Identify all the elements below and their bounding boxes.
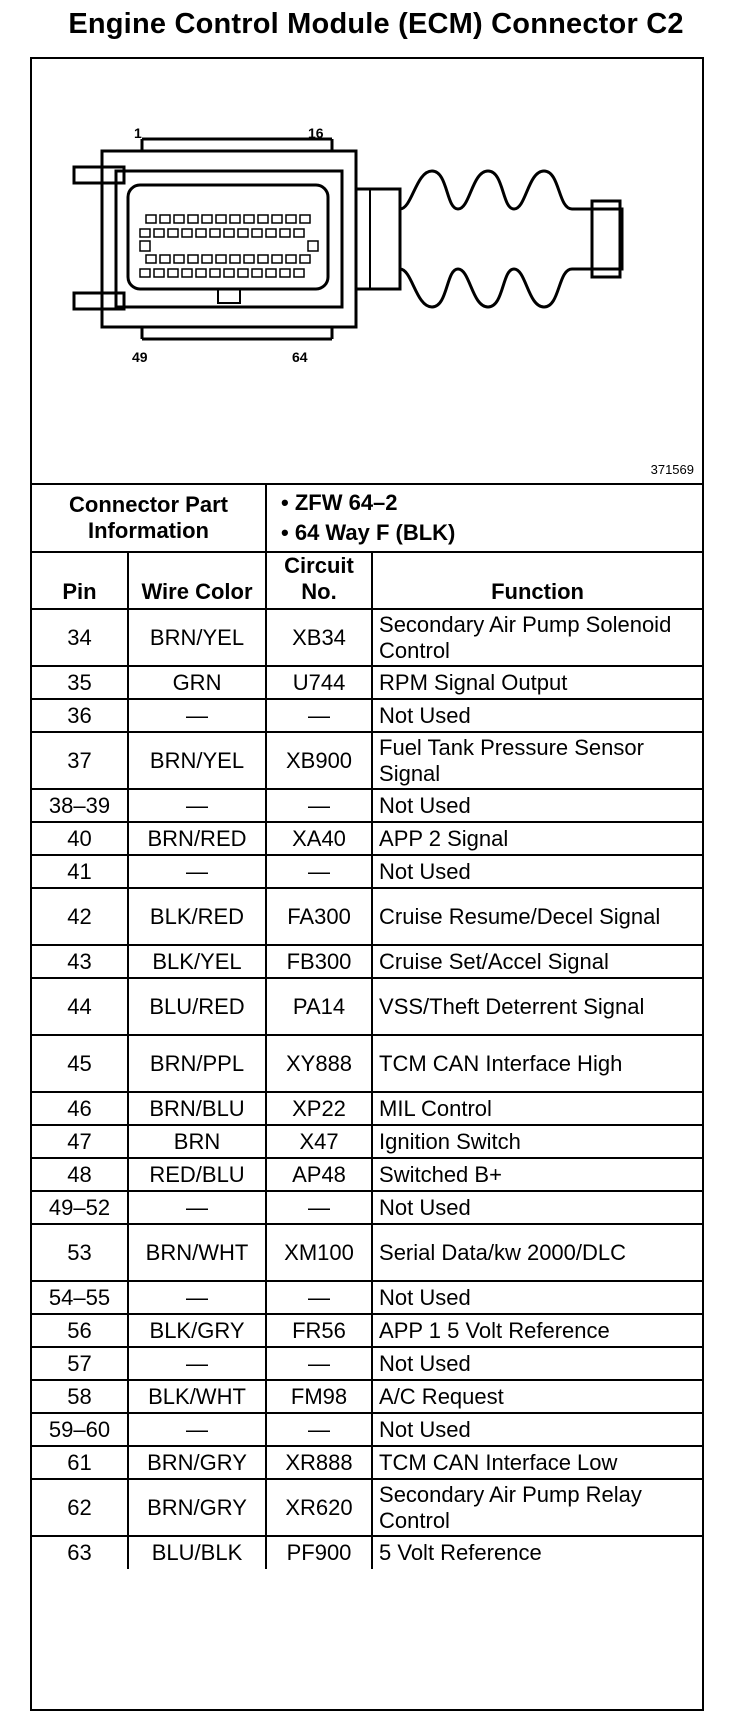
pin-cavity <box>168 269 178 277</box>
circuit-number-cell: — <box>266 1413 372 1446</box>
table-row <box>32 945 702 978</box>
pin-cell: 42 <box>32 888 128 945</box>
pin-cell: 35 <box>32 666 128 699</box>
function-cell: Ignition Switch <box>372 1125 702 1158</box>
pin-cavity <box>154 229 164 237</box>
table-row <box>32 1191 702 1224</box>
table-row <box>32 732 702 789</box>
pin-cell: 54–55 <box>32 1281 128 1314</box>
pin-cell: 41 <box>32 855 128 888</box>
table-row <box>32 855 702 888</box>
wire-color-cell: BRN/YEL <box>128 609 266 666</box>
pin-cavity <box>174 215 184 223</box>
pin-cavity <box>272 255 282 263</box>
wire-color-cell: — <box>128 699 266 732</box>
pin-cell: 37 <box>32 732 128 789</box>
pin-cavity <box>154 269 164 277</box>
pin-cavity <box>196 229 206 237</box>
pin-cell: 57 <box>32 1347 128 1380</box>
pin-cavity <box>224 269 234 277</box>
pin-cavity <box>160 215 170 223</box>
table-row <box>32 1281 702 1314</box>
connector-document-frame <box>30 57 704 1711</box>
pin-cavity <box>280 229 290 237</box>
column-header-function: Function <box>372 552 702 609</box>
pin-label-bottom-right: 64 <box>292 349 308 365</box>
circuit-number-cell: XB34 <box>266 609 372 666</box>
table-row <box>32 789 702 822</box>
pin-cavity <box>252 269 262 277</box>
wire-color-cell: BRN/RED <box>128 822 266 855</box>
pin-label-top-left: 1 <box>134 125 142 141</box>
wire-color-cell: BLU/RED <box>128 978 266 1035</box>
wire-color-cell: BRN/BLU <box>128 1092 266 1125</box>
function-cell: Not Used <box>372 789 702 822</box>
function-cell: Not Used <box>372 855 702 888</box>
pinout-table <box>32 483 702 1569</box>
pin-cavity <box>140 229 150 237</box>
pin-cavity <box>210 229 220 237</box>
circuit-number-cell: — <box>266 1347 372 1380</box>
wire-color-cell: BRN/GRY <box>128 1446 266 1479</box>
wire-color-cell: RED/BLU <box>128 1158 266 1191</box>
connector-info-values <box>266 484 702 552</box>
table-row <box>32 822 702 855</box>
pin-cavity <box>308 241 318 251</box>
function-cell: Fuel Tank Pressure Sensor Signal <box>372 732 702 789</box>
wire-color-cell: — <box>128 1191 266 1224</box>
pin-cavity <box>174 255 184 263</box>
function-cell: TCM CAN Interface High <box>372 1035 702 1092</box>
connector-description: • 64 Way F (BLK) <box>281 520 456 545</box>
wire-boot <box>400 171 622 307</box>
connector-neck <box>356 189 400 289</box>
wire-color-cell: — <box>128 1281 266 1314</box>
wire-color-cell: BRN/WHT <box>128 1224 266 1281</box>
wire-color-cell: BLK/RED <box>128 888 266 945</box>
table-row <box>32 888 702 945</box>
pin-cavity <box>182 229 192 237</box>
connector-face-outer <box>116 171 342 307</box>
circuit-number-cell: PF900 <box>266 1536 372 1569</box>
wire-color-cell: BLU/BLK <box>128 1536 266 1569</box>
function-cell: Not Used <box>372 1191 702 1224</box>
pin-cavity <box>294 269 304 277</box>
connector-diagram <box>32 59 702 485</box>
circuit-number-cell: FM98 <box>266 1380 372 1413</box>
circuit-number-cell: — <box>266 1191 372 1224</box>
connector-info-label: Connector Part Information <box>32 484 266 552</box>
pin-cavities <box>140 215 318 277</box>
circuit-number-cell: XY888 <box>266 1035 372 1092</box>
pin-cavity <box>146 215 156 223</box>
pin-cell: 48 <box>32 1158 128 1191</box>
pin-cell: 40 <box>32 822 128 855</box>
pin-cell: 36 <box>32 699 128 732</box>
pin-cavity <box>146 255 156 263</box>
function-cell: Secondary Air Pump Relay Control <box>372 1479 702 1536</box>
function-cell: Not Used <box>372 1347 702 1380</box>
pin-cavity <box>140 269 150 277</box>
circuit-number-cell: FB300 <box>266 945 372 978</box>
connector-info-row <box>32 484 702 552</box>
table-row <box>32 1536 702 1569</box>
pin-cavity <box>196 269 206 277</box>
function-cell: Not Used <box>372 1281 702 1314</box>
table-row <box>32 1413 702 1446</box>
connector-part-number: • ZFW 64–2 <box>281 490 398 515</box>
function-cell: VSS/Theft Deterrent Signal <box>372 978 702 1035</box>
pin-cavity <box>244 215 254 223</box>
circuit-number-cell: X47 <box>266 1125 372 1158</box>
column-header-circuit-no: Circuit No. <box>266 552 372 609</box>
pin-cell: 47 <box>32 1125 128 1158</box>
wire-color-cell: — <box>128 855 266 888</box>
circuit-number-cell: XP22 <box>266 1092 372 1125</box>
circuit-number-cell: PA14 <box>266 978 372 1035</box>
pin-cavity <box>230 255 240 263</box>
table-header-row <box>32 552 702 609</box>
center-latch <box>218 289 240 303</box>
table-row <box>32 1092 702 1125</box>
pin-cell: 44 <box>32 978 128 1035</box>
circuit-number-cell: XR888 <box>266 1446 372 1479</box>
function-cell: Switched B+ <box>372 1158 702 1191</box>
pin-cavity <box>266 269 276 277</box>
pin-cell: 53 <box>32 1224 128 1281</box>
table-row <box>32 1347 702 1380</box>
pin-cell: 43 <box>32 945 128 978</box>
wire-color-cell: BRN/YEL <box>128 732 266 789</box>
wire-color-cell: BLK/YEL <box>128 945 266 978</box>
circuit-number-cell: XB900 <box>266 732 372 789</box>
circuit-number-cell: XM100 <box>266 1224 372 1281</box>
wire-color-cell: BRN/GRY <box>128 1479 266 1536</box>
pin-cell: 61 <box>32 1446 128 1479</box>
pin-cavity <box>244 255 254 263</box>
pin-cavity <box>182 269 192 277</box>
pin-cavity <box>258 255 268 263</box>
pin-cavity <box>216 215 226 223</box>
pin-cell: 34 <box>32 609 128 666</box>
wire-color-cell: BRN <box>128 1125 266 1158</box>
pin-cavity <box>286 255 296 263</box>
table-row <box>32 1479 702 1536</box>
wire-color-cell: BLK/GRY <box>128 1314 266 1347</box>
table-row <box>32 1224 702 1281</box>
wire-color-cell: — <box>128 789 266 822</box>
table-row <box>32 609 702 666</box>
pin-cavity <box>272 215 282 223</box>
wire-color-cell: — <box>128 1413 266 1446</box>
function-cell: Serial Data/kw 2000/DLC <box>372 1224 702 1281</box>
pin-cell: 58 <box>32 1380 128 1413</box>
wire-color-cell: GRN <box>128 666 266 699</box>
table-row <box>32 978 702 1035</box>
circuit-number-cell: FA300 <box>266 888 372 945</box>
wire-color-cell: BLK/WHT <box>128 1380 266 1413</box>
function-cell: RPM Signal Output <box>372 666 702 699</box>
circuit-number-cell: — <box>266 789 372 822</box>
function-cell: Secondary Air Pump Solenoid Control <box>372 609 702 666</box>
circuit-number-cell: — <box>266 1281 372 1314</box>
pin-cavity <box>230 215 240 223</box>
column-header-wire-color: Wire Color <box>128 552 266 609</box>
connector-illustration <box>32 59 702 483</box>
pin-cell: 45 <box>32 1035 128 1092</box>
function-cell: A/C Request <box>372 1380 702 1413</box>
pin-cavity <box>280 269 290 277</box>
circuit-number-cell: — <box>266 855 372 888</box>
function-cell: Cruise Set/Accel Signal <box>372 945 702 978</box>
table-row <box>32 1314 702 1347</box>
pin-cell: 38–39 <box>32 789 128 822</box>
pin-cavity <box>286 215 296 223</box>
column-header-pin: Pin <box>32 552 128 609</box>
pin-cavity <box>238 229 248 237</box>
function-cell: MIL Control <box>372 1092 702 1125</box>
pin-cell: 62 <box>32 1479 128 1536</box>
pin-cavity <box>238 269 248 277</box>
pin-cavity <box>294 229 304 237</box>
circuit-number-cell: FR56 <box>266 1314 372 1347</box>
table-row <box>32 1035 702 1092</box>
connector-housing <box>102 151 356 327</box>
pin-cavity <box>202 255 212 263</box>
pin-cavity <box>216 255 226 263</box>
pin-cavity <box>300 215 310 223</box>
circuit-number-cell: U744 <box>266 666 372 699</box>
pin-cell: 46 <box>32 1092 128 1125</box>
function-cell: APP 1 5 Volt Reference <box>372 1314 702 1347</box>
pin-label-top-right: 16 <box>308 125 324 141</box>
pin-cell: 56 <box>32 1314 128 1347</box>
pin-cavity <box>188 255 198 263</box>
table-row <box>32 1125 702 1158</box>
pin-cavity <box>202 215 212 223</box>
pinout-table-body <box>32 484 702 1569</box>
function-cell: APP 2 Signal <box>372 822 702 855</box>
function-cell: Cruise Resume/Decel Signal <box>372 888 702 945</box>
table-row <box>32 1158 702 1191</box>
function-cell: 5 Volt Reference <box>372 1536 702 1569</box>
pin-cell: 59–60 <box>32 1413 128 1446</box>
pin-cavity <box>300 255 310 263</box>
pin-cavity <box>188 215 198 223</box>
pin-label-bottom-left: 49 <box>132 349 148 365</box>
table-row <box>32 1446 702 1479</box>
pin-cavity <box>224 229 234 237</box>
table-row <box>32 666 702 699</box>
pin-cavity <box>210 269 220 277</box>
wire-color-cell: — <box>128 1347 266 1380</box>
pin-cell: 49–52 <box>32 1191 128 1224</box>
figure-number: 371569 <box>650 462 694 477</box>
pin-cavity <box>258 215 268 223</box>
pin-cavity <box>252 229 262 237</box>
wire-color-cell: BRN/PPL <box>128 1035 266 1092</box>
circuit-number-cell: AP48 <box>266 1158 372 1191</box>
boot-end-cap <box>592 201 620 277</box>
circuit-number-cell: XR620 <box>266 1479 372 1536</box>
page-title: Engine Control Module (ECM) Connector C2 <box>68 8 684 40</box>
pin-cavity <box>266 229 276 237</box>
function-cell: Not Used <box>372 699 702 732</box>
pin-cavity <box>140 241 150 251</box>
pin-cavity <box>168 229 178 237</box>
function-cell: Not Used <box>372 1413 702 1446</box>
circuit-number-cell: XA40 <box>266 822 372 855</box>
function-cell: TCM CAN Interface Low <box>372 1446 702 1479</box>
circuit-number-cell: — <box>266 699 372 732</box>
pin-cell: 63 <box>32 1536 128 1569</box>
table-row <box>32 699 702 732</box>
table-row <box>32 1380 702 1413</box>
pin-cavity <box>160 255 170 263</box>
